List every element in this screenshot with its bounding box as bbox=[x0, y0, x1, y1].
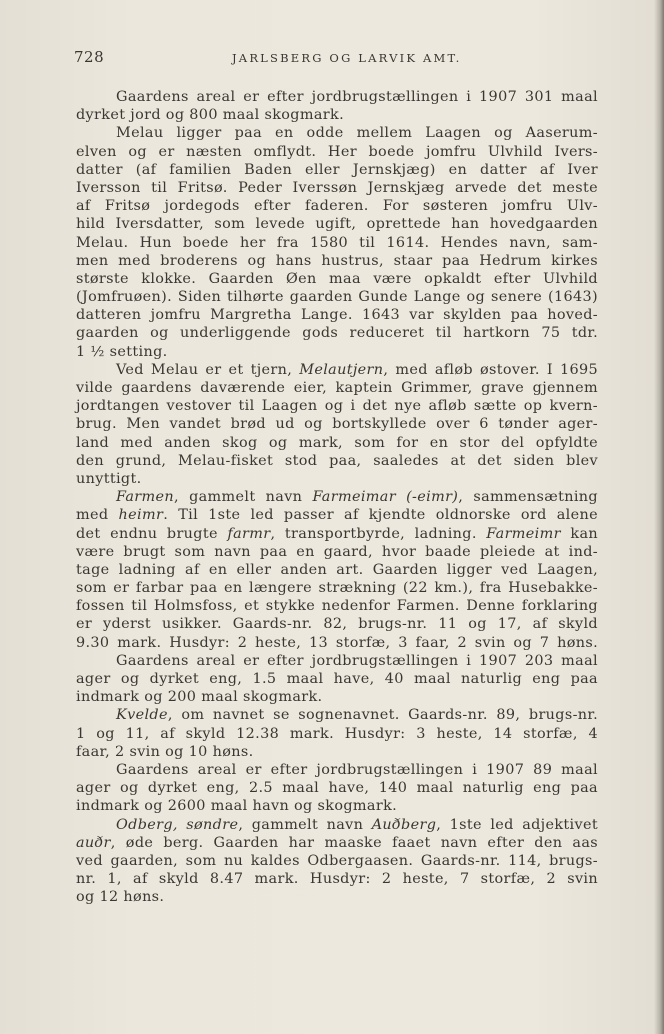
text-line: 9.30 mark. Husdyr: 2 heste, 13 storfæ, 3 faar, 2 svin og 7 høns. bbox=[76, 634, 598, 651]
text-line: dyrket jord og 800 maal skogmark. bbox=[76, 107, 345, 124]
place-name-melautjern: Melautjern bbox=[299, 361, 384, 378]
text-line: tage ladning af en eller anden art. Gaarden ligger ved Laagen, bbox=[76, 561, 598, 578]
running-title: JARLSBERG OG LARVIK AMT. bbox=[232, 51, 462, 65]
text-line: unyttigt. bbox=[76, 470, 142, 487]
text-line: af Fritsø jordegods efter faderen. For søsteren jomfru Ulv- bbox=[76, 198, 598, 215]
text-line: med heimr. Til 1ste led passer af kjendte oldnorske ord alene bbox=[76, 507, 598, 524]
text-line: Gaardens areal er efter jordbrugstællingen i 1907 89 maal bbox=[116, 761, 598, 778]
text-line: Farmen, gammelt navn Farmeimar (-eimr), sammensætning bbox=[116, 489, 598, 506]
text-line: som er farbar paa en længere strækning (22 km.), fra Husebakke- bbox=[76, 580, 598, 597]
text-line: ager og dyrket eng, 1.5 maal have, 40 maal naturlig eng paa bbox=[76, 671, 598, 687]
text-line: ved gaarden, som nu kaldes Odbergaasen. Gaards-nr. 114, brugs- bbox=[76, 852, 598, 869]
page-number: 728 bbox=[74, 48, 105, 66]
text-line: er yderst usikker. Gaards-nr. 82, brugs-nr. 11 og 17, af skyld bbox=[76, 616, 598, 633]
text-line: jordtangen vestover til Laagen og i det nye afløb sætte op kvern- bbox=[76, 398, 598, 415]
text-line: (Jomfruøen). Siden tilhørte gaarden Gunde Lange og senere (1643) bbox=[76, 289, 598, 306]
text-line: 1 og 11, af skyld 12.38 mark. Husdyr: 3 heste, 14 storfæ, 4 bbox=[76, 725, 598, 742]
text-line: auðr, øde berg. Gaarden har maaske faaet navn efter den aas bbox=[76, 834, 598, 851]
text-line: Kvelde, om navnet se sognenavnet. Gaards-nr. 89, brugs-nr. bbox=[116, 707, 598, 724]
text-line: datter (af familien Baden eller Jernskjæg) en datter af Iver bbox=[76, 161, 598, 178]
text-line: faar, 2 svin og 10 høns. bbox=[76, 743, 254, 760]
farmeimar-term: Farmeimar (-eimr) bbox=[312, 489, 459, 506]
text-line: Gaardens areal er efter jordbrugstællingen i 1907 203 maal bbox=[116, 652, 598, 669]
text-line: Iversson til Fritsø. Peder Iverssøn Jernskjæg arvede det meste bbox=[76, 179, 598, 196]
kvelde-entry: Kvelde bbox=[116, 707, 168, 724]
text-line: datteren jomfru Margretha Lange. 1643 var skylden paa hoved- bbox=[76, 307, 598, 324]
text-line: brug. Men vandet brød ud og bortskyllede over 6 tønder ager- bbox=[76, 416, 598, 433]
text-line: største klokke. Gaarden Øen maa være opkaldt efter Ulvhild bbox=[76, 270, 598, 287]
text-line: den grund, Melau-fisket stod paa, saaledes at det siden blev bbox=[76, 452, 598, 469]
page-edge-shadow bbox=[654, 0, 664, 1034]
text-line: elven og er næsten omflydt. Her boede jomfru Ulvhild Ivers- bbox=[76, 143, 598, 160]
text-line: Odberg, søndre, gammelt navn Auðberg, 1ste led adjektivet bbox=[116, 816, 598, 833]
text-line: det endnu brugte farmr, transportbyrde, ladning. Farmeimr kan bbox=[76, 525, 598, 542]
text-line: indmark og 2600 maal havn og skogmark. bbox=[76, 798, 398, 815]
text-line: nr. 1, af skyld 8.47 mark. Husdyr: 2 heste, 7 storfæ, 2 svin bbox=[76, 871, 598, 888]
audr-term: auðr bbox=[76, 834, 111, 851]
text-line: gaarden og underliggende gods reduceret til hartkorn 75 tdr. bbox=[76, 325, 598, 342]
heimr-term: heimr bbox=[118, 507, 164, 524]
odberg-entry: Odberg, søndre bbox=[116, 816, 239, 833]
text-line: fossen til Holmsfoss, et stykke nedenfor Farmen. Denne forklaring bbox=[76, 598, 598, 615]
text-line: land med anden skog og mark, som for en stor del opfyldte bbox=[76, 434, 598, 451]
text-line: Gaardens areal er efter jordbrugstællingen i 1907 301 maal bbox=[116, 89, 598, 105]
audberg-term: Auðberg bbox=[371, 816, 437, 833]
text-line: vilde gaardens daværende eier, kaptein Grimmer, grave gjennem bbox=[76, 380, 598, 396]
text-line: 1 ½ setting. bbox=[76, 343, 168, 360]
text-line: Ved Melau er et tjern, Melautjern, med afløb østover. I 1695 bbox=[116, 361, 598, 378]
page-header bbox=[74, 48, 604, 70]
farmr-term: farmr bbox=[227, 525, 271, 542]
text-line: hild Iversdatter, som levede ugift, oprettede han hovedgaarden bbox=[76, 216, 598, 233]
farmeimr-term: Farmeimr bbox=[486, 525, 561, 542]
text-line: Melau. Hun boede her fra 1580 til 1614. Hendes navn, sam- bbox=[76, 234, 598, 251]
text-line: men med broderens og hans hustrus, staar paa Hedrum kirkes bbox=[76, 252, 598, 269]
text-line: og 12 høns. bbox=[76, 889, 165, 906]
body-text bbox=[76, 88, 598, 906]
text-line: indmark og 200 maal skogmark. bbox=[76, 689, 323, 706]
farmen-entry: Farmen bbox=[116, 489, 174, 506]
text-line: Melau ligger paa en odde mellem Laagen og Aaserum- bbox=[116, 125, 598, 142]
text-line: ager og dyrket eng, 2.5 maal have, 140 maal naturlig eng paa bbox=[76, 780, 598, 797]
text-line: være brugt som navn paa en gaard, hvor baade pleiede at ind- bbox=[76, 543, 598, 560]
